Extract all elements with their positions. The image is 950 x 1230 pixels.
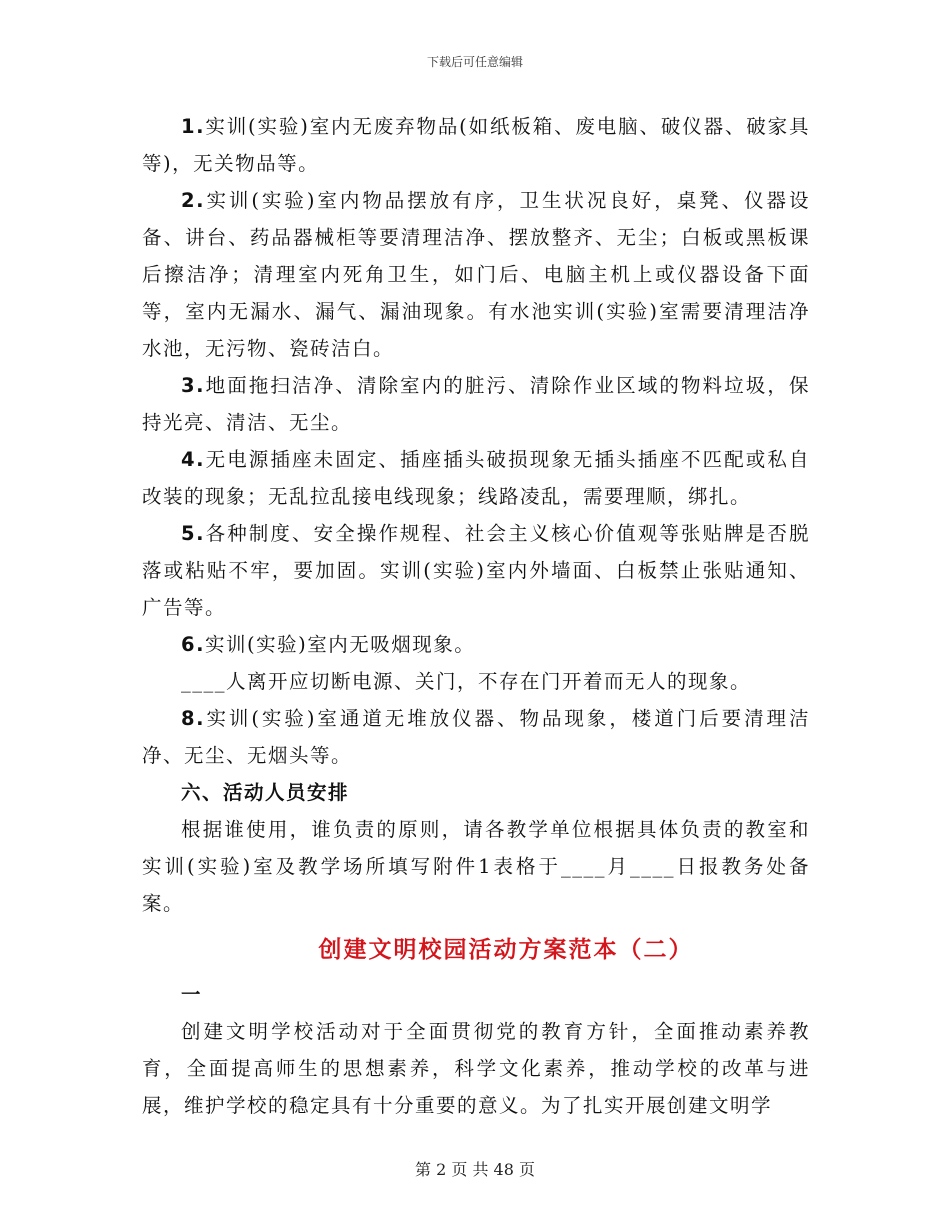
- item-number: 2.: [181, 189, 205, 212]
- item-text: 无电源插座未固定、插座插头破损现象无插头插座不匹配或私自改装的现象；无乱拉乱接电线现象；线路凌乱，需要理顺，绑扎。: [142, 448, 810, 508]
- item-number: 3.: [181, 374, 205, 397]
- item-text: 地面拖扫洁净、清除室内的脏污、清除作业区域的物料垃圾，保持光亮、清洁、无尘。: [142, 374, 810, 434]
- item-number: 5.: [181, 522, 205, 545]
- list-item: [142, 515, 810, 626]
- list-item: [142, 626, 810, 663]
- section-heading: 六、活动人员安排: [181, 781, 350, 804]
- item-number: 4.: [181, 448, 205, 471]
- item-number: 8.: [181, 707, 205, 730]
- section-subheading: 一: [181, 983, 203, 1006]
- section-paragraph: 根据谁使用，谁负责的原则，请各教学单位根据具体负责的教室和实训(实验)室及教学场所填写附件1表格于____月____日报教务处备案。: [142, 818, 810, 915]
- list-item: [142, 182, 810, 367]
- list-item: [142, 663, 810, 700]
- item-number: 6.: [181, 633, 205, 656]
- list-item: [142, 700, 810, 774]
- body-paragraph: 创建文明学校活动对于全面贯彻党的教育方针，全面推动素养教育，全面提高师生的思想素养，科学文化素养，推动学校的改革与进展，维护学校的稳定具有十分重要的意义。为了扎实开展创建文明学: [142, 1020, 810, 1117]
- list-item: [142, 367, 810, 441]
- item-text: 各种制度、安全操作规程、社会主义核心价值观等张贴牌是否脱落或粘贴不牢，要加固。实训(实验)室内外墙面、白板禁止张贴通知、广告等。: [142, 522, 810, 619]
- list-item: [142, 441, 810, 515]
- page-header-note: 下载后可任意编辑: [426, 55, 523, 69]
- item-number: 1.: [181, 115, 205, 138]
- document-body: [142, 108, 810, 1124]
- item-text: 实训(实验)室内物品摆放有序，卫生状况良好，桌凳、仪器设备、讲台、药品器械柜等要清理洁净、摆放整齐、无尘；白板或黑板课后擦洁净；清理室内死角卫生，如门后、电脑主机上或仪器设备下面等，室内无漏水、漏气、漏油现象。有水池实训(实验)室需要清理洁净水池，无污物、瓷砖洁白。: [142, 189, 810, 360]
- document-title: 创建文明校园活动方案范本（二）: [318, 936, 694, 963]
- item-text: 实训(实验)室通道无堆放仪器、物品现象，楼道门后要清理洁净、无尘、无烟头等。: [142, 707, 810, 767]
- item-text: 实训(实验)室内无吸烟现象。: [204, 633, 476, 656]
- item-text: ____人离开应切断电源、关门，不存在门开着而无人的现象。: [181, 670, 752, 693]
- item-text: 实训(实验)室内无废弃物品(如纸板箱、废电脑、破仪器、破家具等)，无关物品等。: [142, 115, 810, 175]
- page-number: 第 2 页 共 48 页: [415, 1160, 535, 1179]
- list-item: [142, 108, 810, 182]
